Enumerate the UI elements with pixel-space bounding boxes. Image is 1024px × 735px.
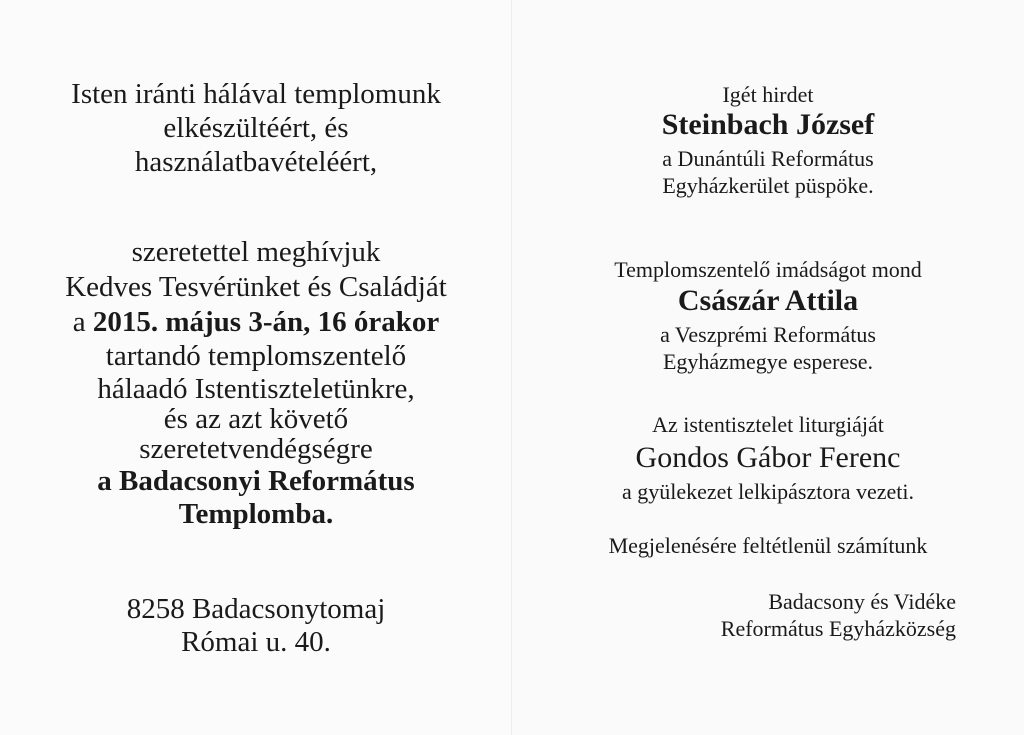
invite-line-4: tartandó templomszentelő [105,340,407,372]
intro-line-2: elkészültéért, és [163,112,349,144]
preacher-intro: Igét hirdet [722,82,814,107]
invite-line-6: és az azt követő [163,403,349,435]
address-line-1: 8258 Badacsonytomaj [126,593,386,625]
consecration-intro: Templomszentelő imádságot mond [614,257,922,282]
invite-line-5: hálaadó Istentiszteletünkre, [97,373,415,405]
venue-line-1: a Badacsonyi Református [97,465,415,497]
invite-line-7: szeretetvendégségre [139,433,373,465]
intro-line-3: használatbavételéért, [134,146,378,178]
preacher-role-2: Egyházkerület püspöke. [662,173,874,198]
event-date: 2015. május 3-án, 16 órakor [92,306,440,338]
invite-date-line [0,305,512,339]
consecration-role-1: a Veszprémi Református [660,322,876,347]
invite-line-2: Kedves Tesvérünket és Családját [65,271,447,303]
closing-line: Megjelenésére feltétlenül számítunk [608,533,928,558]
liturgy-name: Gondos Gábor Ferenc [635,441,901,474]
preacher-role-1: a Dunántúli Református [662,146,874,171]
consecration-role-2: Egyházmegye esperese. [662,349,874,374]
liturgy-intro: Az istentisztelet liturgiáját [652,412,884,437]
date-prefix: a [72,306,93,338]
intro-line-1: Isten iránti hálával templomunk [71,78,441,110]
signature-line-1: Badacsony és Vidéke [768,589,956,614]
right-page [512,0,1024,735]
invite-line-1: szeretettel meghívjuk [131,236,381,268]
preacher-name: Steinbach József [661,108,875,141]
address-line-2: Római u. 40. [181,626,331,658]
venue-line-2: Templomba. [178,498,334,530]
signature-line-2: Református Egyházközség [720,616,956,641]
consecration-name: Császár Attila [677,284,859,317]
liturgy-role: a gyülekezet lelkipásztora vezeti. [622,479,914,504]
